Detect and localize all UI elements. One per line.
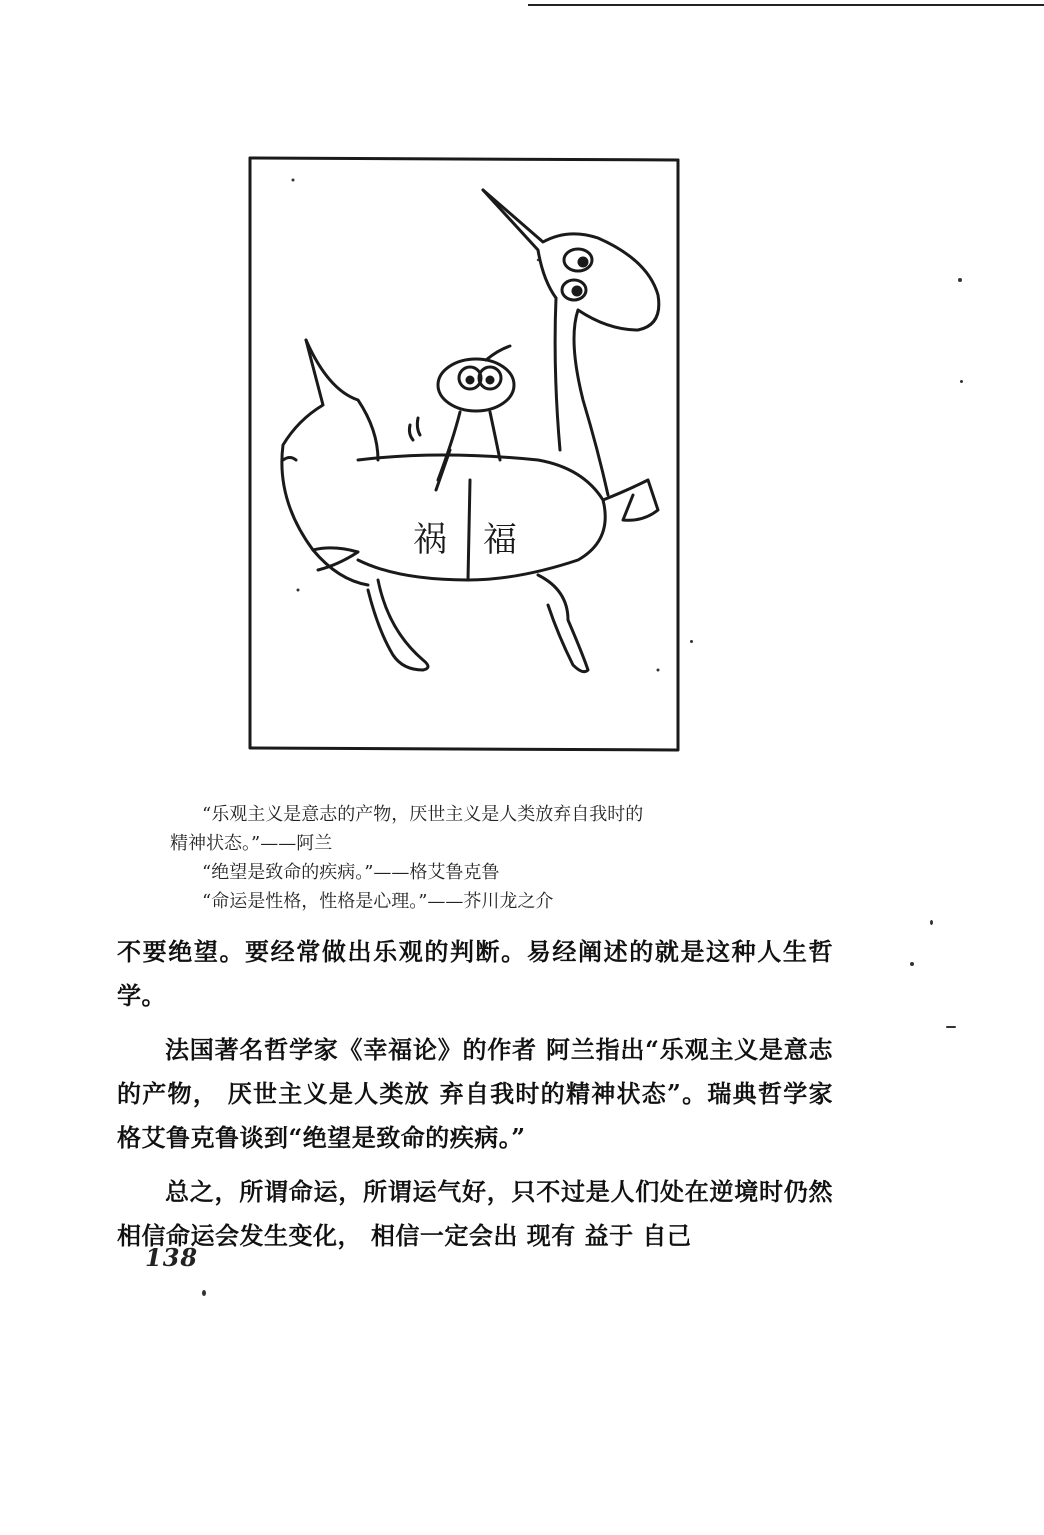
cartoon-drawing <box>238 150 684 755</box>
cartoon-label-fortune: 福 <box>483 520 517 560</box>
scan-speck <box>910 962 914 966</box>
top-rule <box>528 4 1044 6</box>
body-paragraph: 总之，所谓命运，所谓运气好，只不过是人们处在逆境时仍然相信命运会发生变化， 相信一定会出 现有 益于 自己 <box>117 1177 833 1250</box>
caption-line: “命运是性格，性格是心理。”——芥川龙之介 <box>202 891 554 912</box>
cartoon-illustration <box>238 150 684 755</box>
scan-speck <box>930 920 933 925</box>
scan-speck <box>960 380 963 383</box>
body-paragraph: 不要绝望。要经常做出乐观的判断。易经阐述的就是这种人生哲学。 <box>117 937 833 1010</box>
body-text <box>117 930 833 1268</box>
body-paragraph: 法国著名哲学家《幸福论》的作者 阿兰指出“乐观主义是意志的产物， 厌世主义是人类放 弃自我时的精神状态”。瑞典哲学家格艾鲁克鲁谈到“绝望是致命的疾病。” <box>117 1035 833 1152</box>
cartoon-label-misfortune: 祸 <box>413 520 447 560</box>
scan-speck <box>946 1026 956 1028</box>
caption-line: “绝望是致命的疾病。”——格艾鲁克鲁 <box>202 862 500 883</box>
scan-speck <box>958 278 962 282</box>
scan-speck <box>690 640 693 643</box>
caption-line: “乐观主义是意志的产物，厌世主义是人类放弃自我时的 <box>202 804 644 825</box>
page-number: 138 <box>145 1243 199 1272</box>
caption-line: 精神状态。”——阿兰 <box>170 833 333 854</box>
quote-caption <box>170 800 830 916</box>
scan-speck <box>202 1290 206 1296</box>
